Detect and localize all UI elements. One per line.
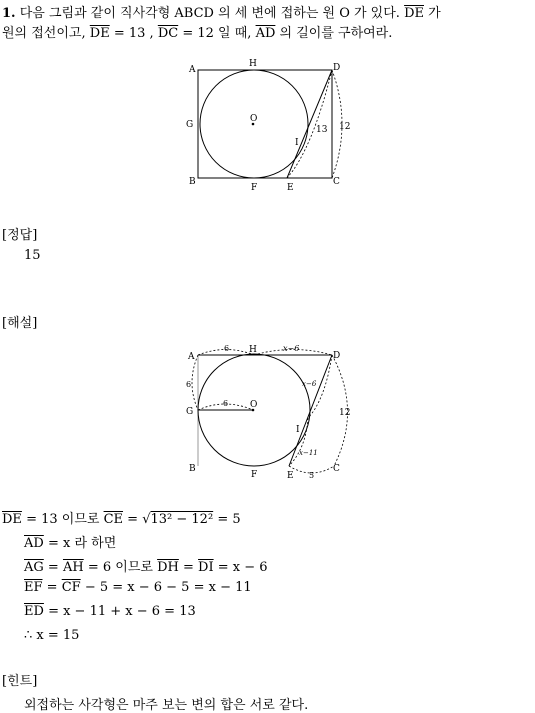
label-ec: 5 <box>309 471 315 480</box>
segment-label: $\overline{DI}$ <box>198 560 214 575</box>
solution-line-4 <box>24 580 252 595</box>
answer-header: [정답] <box>2 228 38 243</box>
hint-header: [힌트] <box>2 674 38 689</box>
answer-value: 15 <box>24 248 41 263</box>
label-a: A <box>189 65 196 75</box>
explanation-header: [해설] <box>2 316 38 331</box>
solution-text: = 5 <box>217 512 241 527</box>
rectangle-abcd <box>198 70 332 178</box>
label-ah: 6 <box>224 344 230 353</box>
solution-text: = x 라 하면 <box>47 536 117 551</box>
sqrt-expression <box>142 512 213 527</box>
problem-text: 원의 접선이고, <box>2 26 86 41</box>
label-h: H <box>249 345 257 355</box>
label-ag: 6 <box>186 380 192 389</box>
arc-ag <box>192 355 198 410</box>
solution-line-6: ∴ x = 15 <box>24 628 80 643</box>
sqrt-symbol: √ <box>142 512 151 527</box>
solution-text: − 5 = x − 6 − 5 = x − 11 <box>84 580 252 595</box>
label-i: I <box>295 138 299 148</box>
solution-text: = <box>127 512 139 527</box>
label-12: 12 <box>339 122 351 132</box>
label-dc: 12 <box>339 408 351 418</box>
segment-label: $\overline{ED}$ <box>24 604 44 619</box>
hint-text: 외접하는 사각형은 마주 보는 변의 합은 서로 같다. <box>24 698 309 713</box>
figure-2 <box>0 340 535 480</box>
label-go: 6 <box>223 399 229 408</box>
segment-label: $\overline{AH}$ <box>62 560 84 575</box>
figure-1 <box>0 0 535 200</box>
segment-label: $\overline{CE}$ <box>103 512 124 527</box>
label-g: G <box>186 120 194 130</box>
label-13: 13 <box>316 125 328 135</box>
solution-text: = 13 이므로 <box>26 512 100 527</box>
label-f: F <box>251 183 258 193</box>
label-g: G <box>186 407 194 417</box>
label-h: H <box>249 59 257 69</box>
label-f: F <box>251 470 258 480</box>
segment-de <box>287 70 332 178</box>
solution-text: = <box>183 560 194 575</box>
solution-line-3 <box>24 556 268 575</box>
segment-label: $\overline{DE}$ <box>2 512 22 527</box>
label-hd: x−6 <box>283 344 300 353</box>
solution-line-1 <box>2 508 241 527</box>
segment-label: $\overline{DE}$ <box>404 6 424 21</box>
segment-label: $\overline{EF}$ <box>24 580 43 595</box>
label-d: D <box>333 351 341 361</box>
label-e: E <box>287 183 294 193</box>
problem-text: = 13 , <box>113 26 154 41</box>
label-i: I <box>296 425 300 435</box>
solution-text: = x − 6 <box>217 560 268 575</box>
segment-label: $\overline{DE}$ <box>89 26 110 41</box>
label-d: D <box>333 63 341 73</box>
solution-text: = 6 이므로 <box>87 560 153 575</box>
label-b: B <box>189 177 196 187</box>
segment-label: $\overline{CF}$ <box>61 580 81 595</box>
segment-label: $\overline{AG}$ <box>24 560 44 575</box>
problem-text: 의 길이를 구하여라. <box>279 26 393 41</box>
sqrt-radicand: 13² − 12² <box>150 512 214 527</box>
problem-number: 1. <box>2 6 16 21</box>
label-o: O <box>250 400 258 410</box>
label-a: A <box>188 352 195 362</box>
solution-text: = <box>46 580 58 595</box>
solution-text: = <box>47 560 59 575</box>
segment-label: $\overline{AD}$ <box>24 536 44 551</box>
label-b: B <box>189 464 196 474</box>
solution-line-5 <box>24 604 196 619</box>
problem-text: = 12 일 때, <box>182 26 252 41</box>
segment-label: $\overline{DH}$ <box>157 560 179 575</box>
label-e: E <box>287 471 294 481</box>
solution-text: = x − 11 + x − 6 = 13 <box>48 604 196 619</box>
label-ie: x−11 <box>299 449 318 457</box>
label-c: C <box>333 464 340 474</box>
label-di: x−6 <box>302 380 317 388</box>
segment-label: $\overline{DC}$ <box>157 26 179 41</box>
segment-label: $\overline{AD}$ <box>255 26 276 41</box>
problem-text: 가 <box>428 6 441 21</box>
label-c: C <box>333 177 340 187</box>
solution-line-2 <box>24 532 116 551</box>
problem-text: 다음 그림과 같이 직사각형 ABCD 의 세 변에 접하는 원 O 가 있다. <box>19 6 400 21</box>
label-o: O <box>250 114 258 124</box>
